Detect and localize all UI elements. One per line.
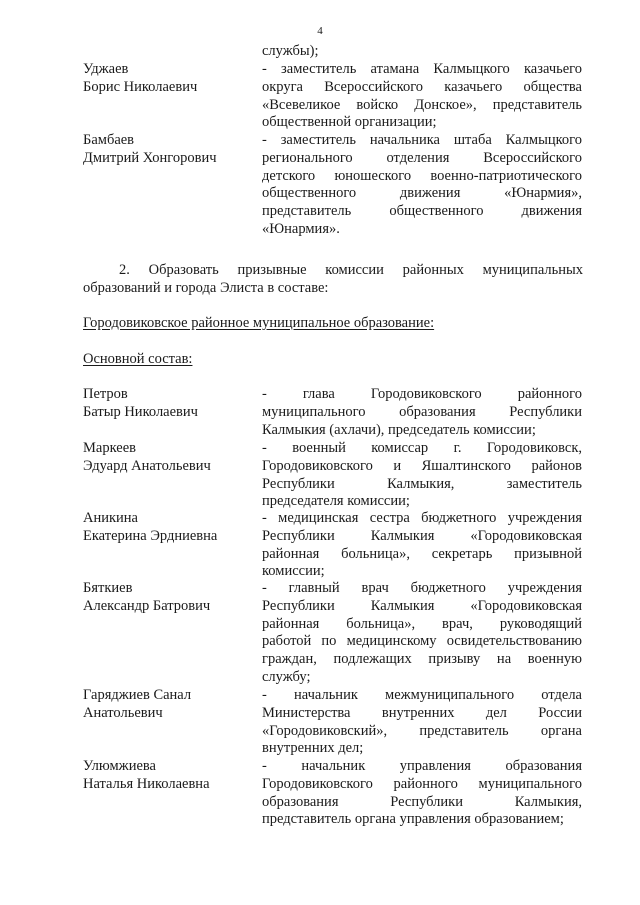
member-role bbox=[262, 43, 582, 61]
role-line: округа Всероссийского казачьего общества bbox=[262, 78, 582, 95]
member-role bbox=[262, 61, 582, 132]
role-line: «Всевеликое войско Донское», представитель bbox=[262, 96, 582, 113]
role-line: - начальник управления образования bbox=[262, 758, 582, 774]
name-line: Бяткиев bbox=[83, 580, 133, 596]
main-composition-heading: Основной состав: bbox=[83, 351, 193, 367]
name-line: Бамбаев bbox=[83, 132, 135, 148]
role-line: муниципального образования Республики bbox=[262, 403, 582, 420]
name-line: Батыр Николаевич bbox=[83, 403, 198, 420]
member-role bbox=[262, 687, 582, 758]
name-line: Екатерина Эрдниевна bbox=[83, 527, 218, 544]
paragraph-line: образований и города Элиста в составе: bbox=[83, 279, 329, 296]
role-line: комиссии; bbox=[262, 563, 325, 580]
role-line: районная больница», секретарь призывной bbox=[262, 545, 582, 562]
role-line: службу; bbox=[262, 668, 311, 685]
member-name bbox=[83, 758, 253, 794]
role-line: - главный врач бюджетного учреждения bbox=[262, 580, 582, 596]
member-name bbox=[83, 510, 253, 546]
name-line: Уджаев bbox=[83, 61, 129, 77]
member-role bbox=[262, 580, 582, 687]
name-line: Гаряджиев Санал bbox=[83, 687, 192, 703]
role-line: Министерства внутренних дел России bbox=[262, 704, 582, 721]
role-line: представитель общественного движения bbox=[262, 203, 582, 220]
role-line: - начальник межмуниципального отдела bbox=[262, 687, 582, 703]
role-line: Республики Калмыкия «Городовиковская bbox=[262, 597, 582, 614]
role-line: Городовиковского и Яшалтинского районов bbox=[262, 457, 582, 474]
role-line: работой по медицинскому освидетельствованию bbox=[262, 633, 582, 650]
name-line: Аникина bbox=[83, 510, 138, 526]
role-line: детского юношеского военно-патриотического bbox=[262, 167, 582, 184]
role-line: - глава Городовиковского районного bbox=[262, 386, 582, 402]
name-line: Дмитрий Хонгорович bbox=[83, 149, 217, 166]
member-name bbox=[83, 386, 253, 422]
role-line: - медицинская сестра бюджетного учреждения bbox=[262, 510, 582, 526]
member-role bbox=[262, 440, 582, 511]
role-line: «Городовиковский», представитель органа bbox=[262, 722, 582, 739]
member-name bbox=[83, 132, 253, 168]
page-number: 4 bbox=[317, 25, 323, 37]
role-line: общественной организации; bbox=[262, 114, 437, 131]
member-role bbox=[262, 758, 582, 829]
paragraph-line: 2. Образовать призывные комиссии районных муниципальных bbox=[119, 262, 583, 278]
role-line: Городовиковского районного муниципального bbox=[262, 775, 582, 792]
name-line: Улюмжиева bbox=[83, 758, 156, 774]
member-role bbox=[262, 510, 582, 581]
role-line: граждан, подлежащих призыву на военную bbox=[262, 651, 582, 668]
role-line: «Юнармия». bbox=[262, 220, 340, 237]
role-line: службы); bbox=[262, 43, 319, 59]
role-line: председателя комиссии; bbox=[262, 493, 410, 510]
role-line: внутренних дел; bbox=[262, 740, 364, 757]
role-line: - военный комиссар г. Городовиковск, bbox=[262, 440, 582, 456]
section-2-paragraph bbox=[83, 262, 583, 298]
member-name bbox=[83, 580, 253, 616]
role-line: Республики Калмыкия, заместитель bbox=[262, 475, 582, 492]
role-line: Республики Калмыкия «Городовиковская bbox=[262, 527, 582, 544]
member-role bbox=[262, 386, 582, 439]
member-name bbox=[83, 440, 253, 476]
name-line: Маркеев bbox=[83, 440, 136, 456]
member-name bbox=[83, 61, 253, 97]
name-line: Анатольевич bbox=[83, 704, 163, 721]
member-name bbox=[83, 687, 253, 723]
name-line: Эдуард Анатольевич bbox=[83, 457, 211, 474]
role-line: Калмыкия (ахлачи), председатель комиссии; bbox=[262, 421, 536, 438]
district-heading: Городовиковское районное муниципальное образование: bbox=[83, 315, 435, 331]
role-line: - заместитель начальника штаба Калмыцкого bbox=[262, 132, 582, 148]
role-line: регионального отделения Всероссийского bbox=[262, 149, 582, 166]
member-role bbox=[262, 132, 582, 239]
name-line: Наталья Николаевна bbox=[83, 775, 210, 792]
role-line: общественного движения «Юнармия», bbox=[262, 185, 582, 202]
name-line: Александр Батрович bbox=[83, 597, 211, 614]
role-line: представитель органа управления образованием; bbox=[262, 811, 564, 828]
name-line: Борис Николаевич bbox=[83, 78, 198, 95]
role-line: образования Республики Калмыкия, bbox=[262, 793, 582, 810]
role-line: - заместитель атамана Калмыцкого казачьего bbox=[262, 61, 582, 77]
name-line: Петров bbox=[83, 386, 128, 402]
role-line: районная больница», врач, руководящий bbox=[262, 615, 582, 632]
